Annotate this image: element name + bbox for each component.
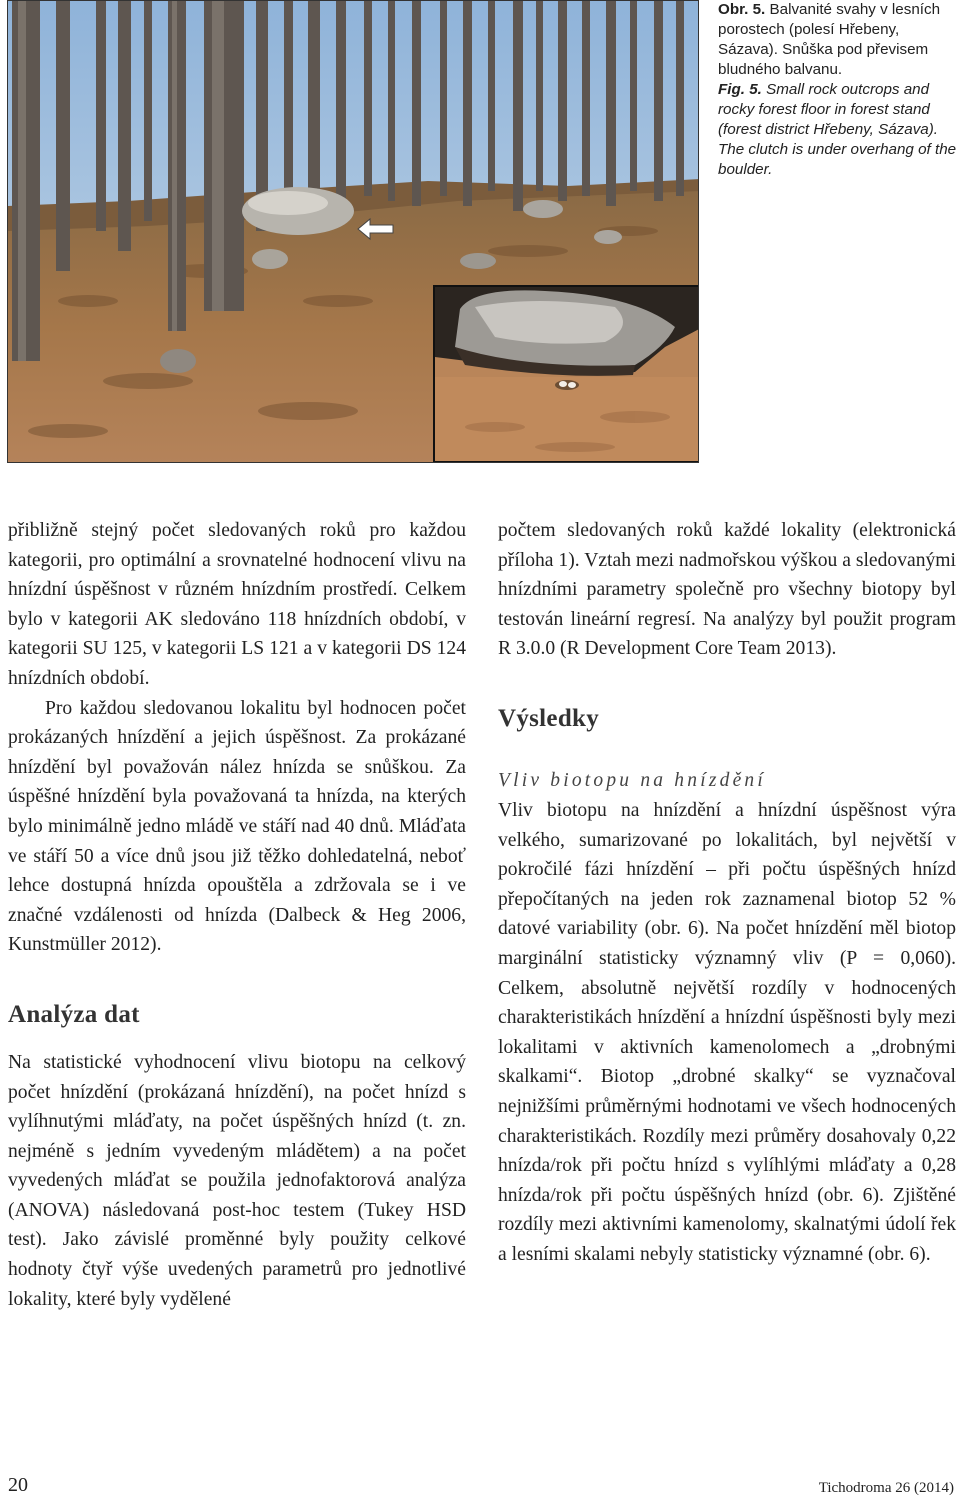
caption-english — [718, 80, 958, 180]
caption-czech — [718, 0, 958, 80]
right-paragraph-2: Vliv biotopu na hnízdění a hnízdní úspěšnost výra velkého, sumarizované po lokalitách, byl největší v pokročilé fázi hnízdění – při počtu úspěšných hnízd přepočítaných na jeden rok zaznamenal biotop 52 % datové variability (obr. 6). Na počet hnízdění měl biotop marginální statisticky významný vliv (P = 0,060). Celkem, absolutně největší rozdíly v hodnocených charakteristikách hnízdění a hnízdní úspěšnosti byly mezi lokalitami v aktivních kamenolomech a „drobnými skalkami“. Biotop „drobné skalky“ se vyznačoval nejnižšími průměrnými hodnotami ve všech hodnocených charakteristikách. Rozdíly mezi průměry dosahovaly 0,22 hnízda/rok při počtu hnízd s vylíhlými mláďaty a 0,28 hnízda/rok při počtu úspěšných hnízd (obr. 6). Zjištěné rozdíly mezi aktivními kamenolomy, skalnatými údolí řek a lesními skalami nebyly statisticky významné (obr. 6). — [498, 799, 956, 1265]
right-column — [498, 516, 956, 1269]
page-number: 20 — [8, 1474, 28, 1496]
heading-analyza-dat: Analýza dat — [8, 1000, 140, 1028]
clutch-under-boulder-photo — [435, 287, 699, 461]
subheading-vliv-biotopu: Vliv biotopu na hnízdění — [498, 769, 766, 791]
left-column — [8, 516, 466, 1314]
left-paragraph-1: přibližně stejný počet sledovaných roků pro každou kategorii, pro optimální a srovnatelné hodnocení vlivu na hnízdní úspěšnost v různém hnízdním prostředí. Celkem bylo v kategorii AK sledováno 118 hnízdních období, v kategorii SU 125, v kategorii LS 121 a v kategorii DS 124 hnízdních období. — [8, 520, 466, 689]
caption-english-text: Small rock outcrops and rocky forest floor in forest stand (forest district Hřebeny, Sázava). The clutch is under overhang of the boulder. — [718, 81, 957, 178]
caption-english-label: Fig. 5. — [718, 81, 762, 98]
caption-czech-text: Balvanité svahy v lesních porostech (polesí Hřebeny, Sázava). Snůška pod převisem bludného balvanu. — [718, 1, 941, 78]
left-paragraph-2: Pro každou sledovanou lokalitu byl hodnocen počet prokázaných hnízdění a jejich úspěšnost. Za prokázané hnízdění byl považován nález hnízda se snůškou. Za úspěšné hnízdění byla považovaná ta hnízda, na kterých bylo minimálně jedno mládě ve stáří nad 40 dnů. Mláďata ve stáří 50 a více dnů jsou již těžko dohledatelná, neboť lehce dostupná hnízda opouštěla a zdržovala se i ve značné vzdálenosti od hnízda (Dalbeck & Heg 2006, Kunstmüller 2012). — [8, 697, 466, 956]
figure-photo — [7, 0, 699, 463]
inset-photo — [433, 285, 699, 463]
heading-vysledky: Výsledky — [498, 704, 600, 732]
right-paragraph-1: počtem sledovaných roků každé lokality (elektronická příloha 1). Vztah mezi nadmořskou výškou a sledovanými hnízdními parametry společně pro všechny biotopy byl testován lineární regresí. Na analýzy byl použit program R 3.0.0 (R Development Core Team 2013). — [498, 520, 956, 660]
left-paragraph-3: Na statistické vyhodnocení vlivu biotopu na celkový počet hnízdění (prokázaná hnízdění), na počet hnízd s vylíhnutými mláďaty, na počet úspěšných hnízd (t. zn. nejméně s jedním vyvedeným mládětem) a na počet vyvedených mláďat se použila jednofaktorová analýza (ANOVA) následovaná post-hoc testem (Tukey HSD test). Jako závislé proměnné byly použity celkové hodnoty čtyř výše uvedených parametrů pro jednotlivé lokality, které byly vydělené — [8, 1051, 466, 1310]
journal-name: Tichodroma 26 (2014) — [818, 1480, 954, 1496]
figure-caption — [718, 0, 958, 180]
caption-czech-label: Obr. 5. — [718, 1, 766, 18]
